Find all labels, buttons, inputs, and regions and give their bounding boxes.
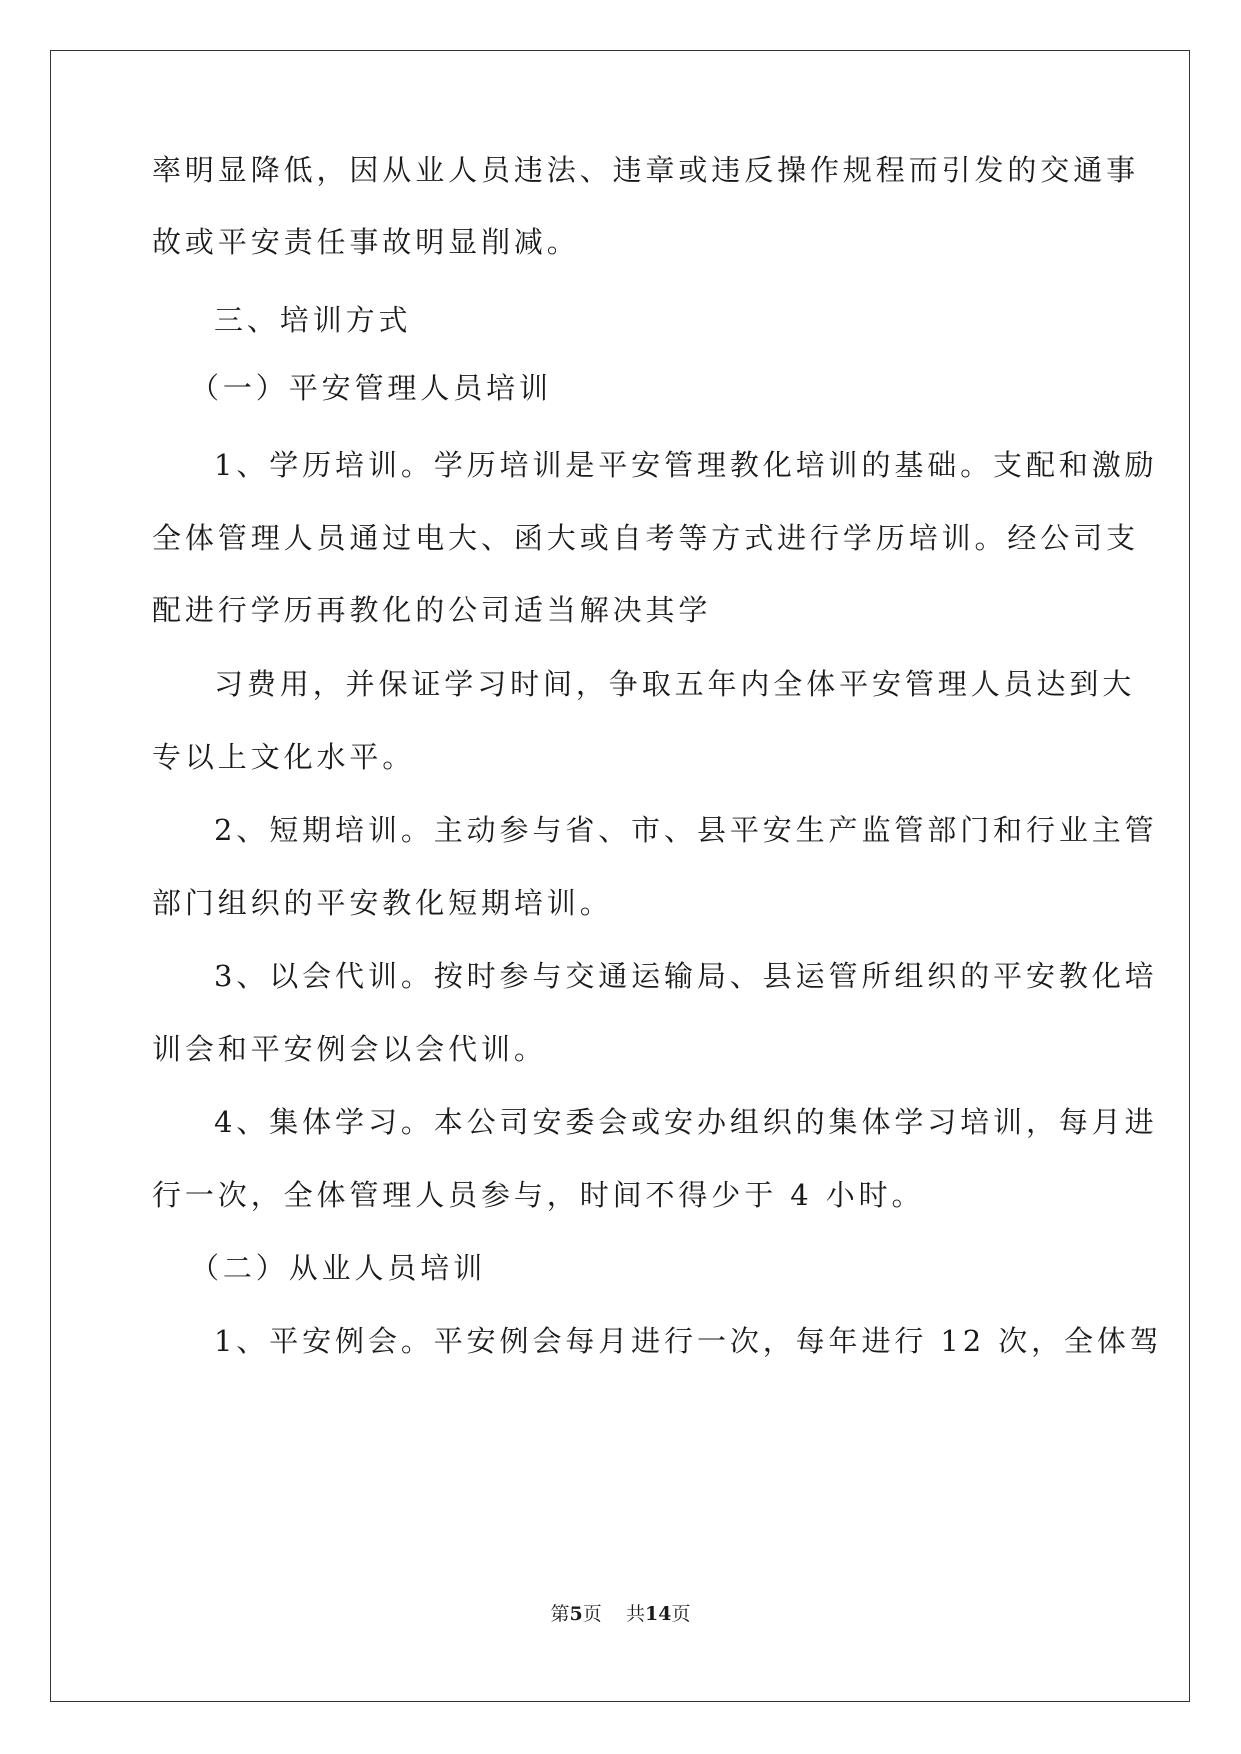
footer-total-suffix: 页 [671, 1603, 691, 1625]
footer-total-pages: 14 [644, 1603, 672, 1625]
section-heading: 三、培训方式 [214, 303, 412, 337]
footer-page-prefix: 第 [550, 1603, 570, 1625]
body-line: 配进行学历再教化的公司适当解决其学 [152, 593, 712, 627]
body-line: 1、平安例会。平安例会每月进行一次，每年进行 12 次，全体驾 [214, 1324, 1163, 1358]
body-line: 3、以会代训。按时参与交通运输局、县运管所组织的平安教化培 [214, 959, 1158, 993]
footer-page-suffix: 页 [582, 1603, 602, 1625]
body-line: 专以上文化水平。 [152, 740, 416, 774]
body-line: 率明显降低，因从业人员违法、违章或违反操作规程而引发的交通事 [152, 153, 1140, 187]
footer-page-number: 5 [569, 1603, 583, 1625]
body-line: 部门组织的平安教化短期培训。 [152, 886, 613, 920]
body-line: 全体管理人员通过电大、函大或自考等方式进行学历培训。经公司支 [152, 521, 1140, 555]
body-line: 习费用，并保证学习时间，争取五年内全体平安管理人员达到大 [214, 667, 1136, 701]
subsection-heading: （二）从业人员培训 [190, 1251, 487, 1285]
page-footer [0, 1602, 1241, 1626]
body-line: 训会和平安例会以会代训。 [152, 1032, 547, 1066]
body-line: 1、学历培训。学历培训是平安管理教化培训的基础。支配和激励 [214, 448, 1158, 482]
body-line: 2、短期培训。主动参与省、市、县平安生产监管部门和行业主管 [214, 813, 1158, 847]
page-border [50, 50, 1190, 1702]
body-line: 故或平安责任事故明显削减。 [152, 225, 580, 259]
subsection-heading: （一）平安管理人员培训 [190, 371, 552, 405]
body-line: 行一次，全体管理人员参与，时间不得少于 4 小时。 [152, 1178, 925, 1212]
body-line: 4、集体学习。本公司安委会或安办组织的集体学习培训，每月进 [214, 1105, 1158, 1139]
footer-total-prefix: 共 [625, 1603, 645, 1625]
